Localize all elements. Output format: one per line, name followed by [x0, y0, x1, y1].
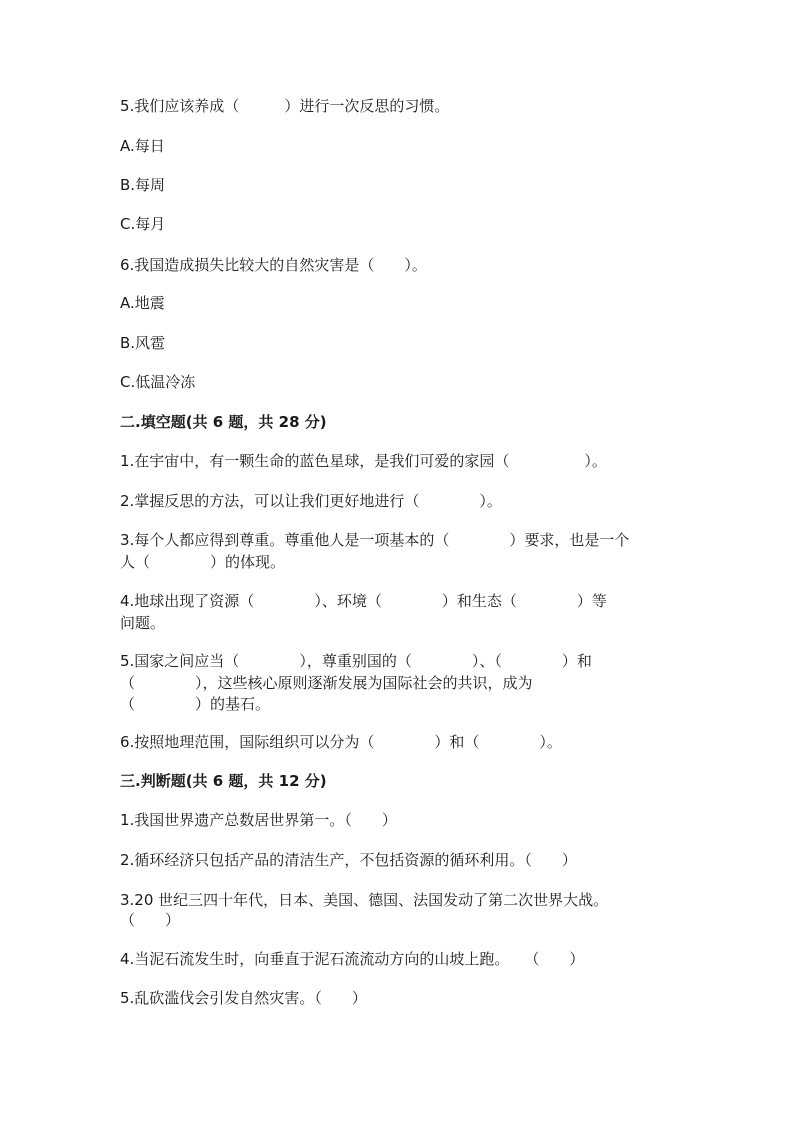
fill-item-continuation: 人（ ）的体现。	[120, 553, 286, 571]
option-b: B.每周	[120, 176, 166, 194]
judge-item: 5.乱砍滥伐会引发自然灾害。（ ）	[120, 989, 367, 1007]
option-c: C.低温冷冻	[120, 373, 196, 391]
fill-item: 1.在宇宙中，有一颗生命的蓝色星球，是我们可爱的家园（ ）。	[120, 452, 607, 470]
question-stem: 5.我们应该养成（ ）进行一次反思的习惯。	[120, 97, 450, 115]
judge-item: 4.当泥石流发生时，向垂直于泥石流流动方向的山坡上跑。 （ ）	[120, 950, 585, 968]
fill-item-continuation: 问题。	[120, 614, 166, 632]
question-stem: 6.我国造成损失比较大的自然灾害是（ ）。	[120, 256, 427, 274]
judge-item: 2.循环经济只包括产品的清洁生产，不包括资源的循环利用。（ ）	[120, 851, 577, 869]
option-a: A.地震	[120, 294, 165, 312]
section-heading-judge: 三.判断题(共 6 题，共 12 分)	[120, 772, 327, 790]
fill-item: 4.地球出现了资源（ ）、环境（ ）和生态（ ）等	[120, 592, 607, 610]
judge-item-continuation: （ ）	[120, 911, 181, 929]
judge-item: 1.我国世界遗产总数居世界第一。（ ）	[120, 811, 397, 829]
fill-item: 2.掌握反思的方法，可以让我们更好地进行（ ）。	[120, 492, 502, 510]
fill-item-continuation: （ ），这些核心原则逐渐发展为国际社会的共识，成为	[120, 674, 533, 692]
option-c: C.每月	[120, 215, 166, 233]
fill-item: 3.每个人都应得到尊重。尊重他人是一项基本的（ ）要求，也是一个	[120, 531, 630, 549]
section-heading-fill: 二.填空题(共 6 题，共 28 分)	[120, 413, 327, 431]
fill-item: 6.按照地理范围，国际组织可以分为（ ）和（ ）。	[120, 733, 562, 751]
judge-item: 3.20 世纪三四十年代，日本、美国、德国、法国发动了第二次世界大战。	[120, 891, 609, 909]
fill-item-continuation: （ ）的基石。	[120, 695, 271, 713]
option-b: B.风雹	[120, 334, 166, 352]
fill-item: 5.国家之间应当（ ），尊重别国的（ ）、（ ）和	[120, 652, 592, 670]
option-a: A.每日	[120, 137, 165, 155]
